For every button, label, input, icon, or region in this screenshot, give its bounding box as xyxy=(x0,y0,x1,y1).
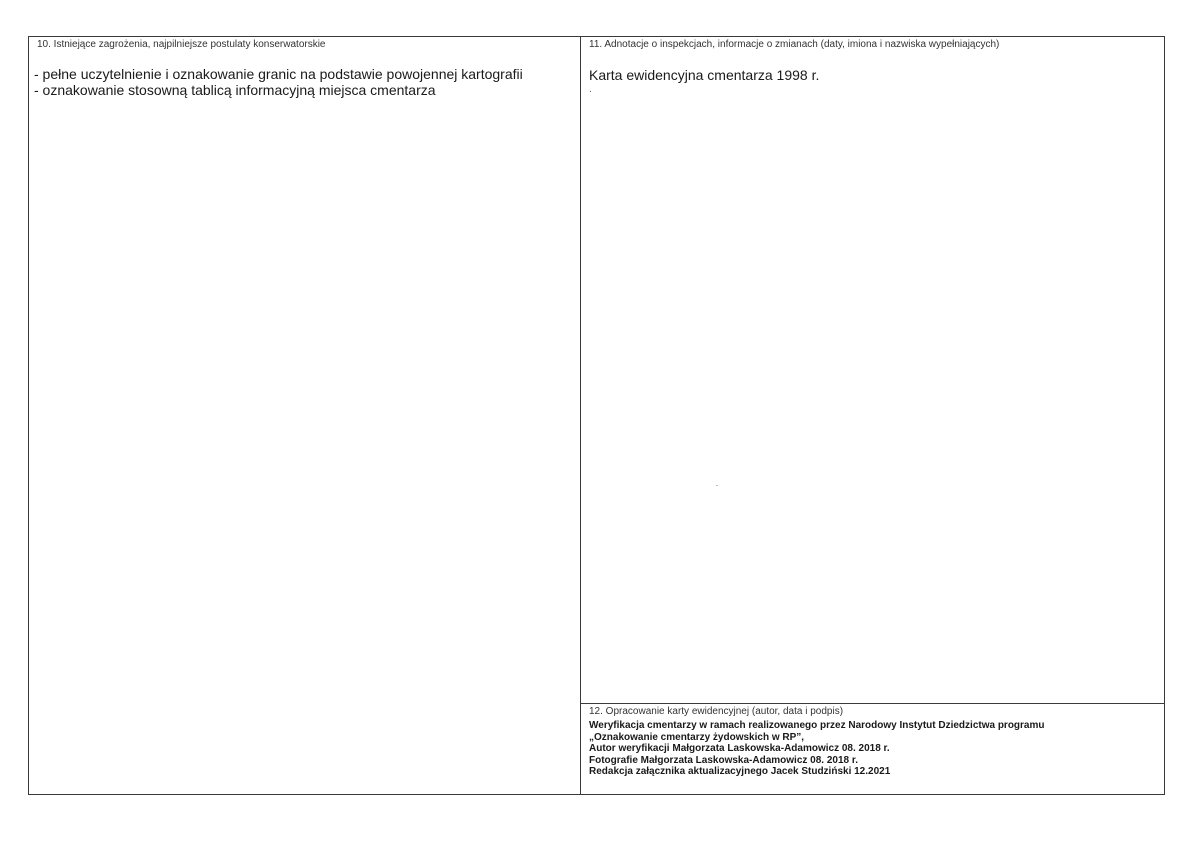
section-12-line: Weryfikacja cmentarzy w ramach realizowanego przez Narodowy Instytut Dziedzictwa programu xyxy=(589,720,1045,731)
section-10-body xyxy=(34,66,523,98)
section-11-body xyxy=(589,67,819,83)
section-11-line: Karta ewidencyjna cmentarza 1998 r. xyxy=(589,67,820,83)
section-11-heading: 11. Adnotacje o inspekcjach, informacje o zmianach (daty, imiona i nazwiska wypełniających) xyxy=(589,39,1000,50)
section-12-line: Autor weryfikacji Małgorzata Laskowska-Adamowicz 08. 2018 r. xyxy=(589,743,890,755)
section-10-line: - oznakowanie stosowną tablicą informacyjną miejsca cmentarza xyxy=(34,82,436,98)
section-12-line: „Oznakowanie cmentarzy żydowskich w RP”, xyxy=(589,731,805,743)
section-12-credits xyxy=(589,720,1045,778)
section-12-line: Fotografie Małgorzata Laskowska-Adamowicz 08. 2018 r. xyxy=(589,754,858,766)
section-10-heading: 10. Istniejące zagrożenia, najpilniejsze postulaty konserwatorskie xyxy=(37,39,326,50)
column-divider xyxy=(580,37,581,794)
section-12-line: Redakcja załącznika aktualizacyjnego Jacek Studziński 12.2021 xyxy=(589,766,891,778)
form-frame xyxy=(28,36,1165,795)
section-11-mark: . xyxy=(589,84,592,95)
section-10-line: - pełne uczytelnienie i oznakowanie granic na podstawie powojennej kartografii xyxy=(34,66,523,82)
section-12-heading: 12. Opracowanie karty ewidencyjnej (autor, data i podpis) xyxy=(589,706,844,717)
row-divider xyxy=(580,703,1164,704)
scan-speck xyxy=(716,485,718,486)
